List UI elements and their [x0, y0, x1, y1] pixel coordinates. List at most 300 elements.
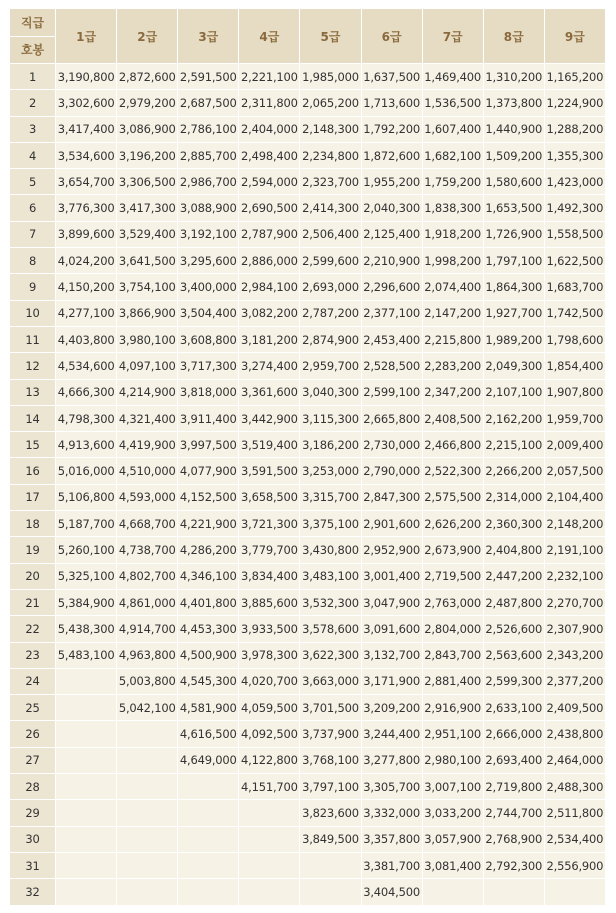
- salary-cell: 2,447,200: [483, 563, 544, 589]
- salary-cell: 2,719,500: [422, 563, 483, 589]
- step-cell: 2: [10, 90, 56, 116]
- salary-cell: 3,088,900: [178, 195, 239, 221]
- salary-cell: 4,151,700: [239, 774, 300, 800]
- salary-cell: 3,849,500: [300, 826, 361, 852]
- salary-cell: 3,797,100: [300, 774, 361, 800]
- salary-cell: 1,742,500: [544, 300, 605, 326]
- salary-cell: 3,086,900: [117, 116, 178, 142]
- salary-cell: 2,599,600: [300, 248, 361, 274]
- salary-cell: 3,721,300: [239, 511, 300, 537]
- step-cell: 3: [10, 116, 56, 142]
- salary-cell: 3,532,300: [300, 589, 361, 615]
- salary-cell: 2,693,000: [300, 274, 361, 300]
- salary-cell: 4,401,800: [178, 589, 239, 615]
- salary-cell: 2,009,400: [544, 432, 605, 458]
- salary-cell: 2,666,000: [483, 721, 544, 747]
- salary-cell: 2,951,100: [422, 721, 483, 747]
- salary-cell: 3,779,700: [239, 537, 300, 563]
- salary-cell: 2,980,100: [422, 747, 483, 773]
- salary-cell: 3,040,300: [300, 379, 361, 405]
- salary-cell: [422, 879, 483, 905]
- salary-cell: 2,693,400: [483, 747, 544, 773]
- salary-cell: [178, 826, 239, 852]
- salary-cell: 4,666,300: [56, 379, 117, 405]
- salary-cell: 2,575,500: [422, 484, 483, 510]
- salary-cell: 2,730,000: [361, 432, 422, 458]
- step-cell: 1: [10, 64, 56, 90]
- table-row: [10, 589, 606, 615]
- salary-cell: 2,594,000: [239, 169, 300, 195]
- salary-cell: 2,792,300: [483, 852, 544, 878]
- salary-cell: 1,224,900: [544, 90, 605, 116]
- step-cell: 32: [10, 879, 56, 905]
- salary-cell: 1,682,100: [422, 142, 483, 168]
- step-cell: 25: [10, 695, 56, 721]
- salary-cell: 1,536,500: [422, 90, 483, 116]
- salary-cell: 2,522,300: [422, 458, 483, 484]
- salary-cell: 4,861,000: [117, 589, 178, 615]
- salary-cell: 2,215,800: [422, 326, 483, 352]
- step-cell: 4: [10, 142, 56, 168]
- salary-cell: 4,150,200: [56, 274, 117, 300]
- corner-header-cell: [10, 9, 56, 64]
- salary-cell: 1,683,700: [544, 274, 605, 300]
- salary-cell: [483, 879, 544, 905]
- table-row: [10, 169, 606, 195]
- salary-cell: 4,346,100: [178, 563, 239, 589]
- salary-cell: 1,798,600: [544, 326, 605, 352]
- salary-cell: 2,690,500: [239, 195, 300, 221]
- step-cell: 21: [10, 589, 56, 615]
- salary-cell: 1,288,200: [544, 116, 605, 142]
- salary-cell: 2,488,300: [544, 774, 605, 800]
- salary-cell: 5,483,100: [56, 642, 117, 668]
- salary-cell: 3,357,800: [361, 826, 422, 852]
- salary-cell: [56, 747, 117, 773]
- salary-cell: 3,737,900: [300, 721, 361, 747]
- table-row: [10, 668, 606, 694]
- salary-cell: [178, 879, 239, 905]
- salary-cell: 3,381,700: [361, 852, 422, 878]
- salary-cell: 3,622,300: [300, 642, 361, 668]
- table-row: [10, 142, 606, 168]
- salary-cell: 2,687,500: [178, 90, 239, 116]
- salary-cell: 4,214,900: [117, 379, 178, 405]
- salary-cell: 5,106,800: [56, 484, 117, 510]
- salary-cell: 2,665,800: [361, 405, 422, 431]
- step-cell: 8: [10, 248, 56, 274]
- salary-cell: 1,607,400: [422, 116, 483, 142]
- salary-cell: 2,107,100: [483, 379, 544, 405]
- step-cell: 9: [10, 274, 56, 300]
- salary-cell: 2,266,200: [483, 458, 544, 484]
- table-row: [10, 432, 606, 458]
- salary-cell: 3,306,500: [117, 169, 178, 195]
- grade-header: 7급: [422, 9, 483, 64]
- salary-cell: 3,504,400: [178, 300, 239, 326]
- salary-cell: 2,464,000: [544, 747, 605, 773]
- step-cell: 10: [10, 300, 56, 326]
- salary-cell: 1,854,400: [544, 353, 605, 379]
- salary-cell: 2,872,600: [117, 64, 178, 90]
- salary-cell: 1,872,600: [361, 142, 422, 168]
- salary-cell: 5,384,900: [56, 589, 117, 615]
- salary-cell: 3,818,000: [178, 379, 239, 405]
- salary-cell: 4,277,100: [56, 300, 117, 326]
- salary-cell: 2,673,900: [422, 537, 483, 563]
- salary-cell: 2,466,800: [422, 432, 483, 458]
- salary-cell: 2,599,300: [483, 668, 544, 694]
- step-cell: 7: [10, 221, 56, 247]
- salary-cell: 4,534,600: [56, 353, 117, 379]
- table-row: [10, 221, 606, 247]
- salary-cell: 1,797,100: [483, 248, 544, 274]
- salary-cell: 2,847,300: [361, 484, 422, 510]
- salary-cell: 3,654,700: [56, 169, 117, 195]
- salary-cell: 3,091,600: [361, 616, 422, 642]
- salary-cell: 2,591,500: [178, 64, 239, 90]
- table-row: [10, 879, 606, 905]
- salary-table: [9, 8, 606, 906]
- salary-cell: 3,305,700: [361, 774, 422, 800]
- salary-cell: 3,911,400: [178, 405, 239, 431]
- salary-cell: 2,057,500: [544, 458, 605, 484]
- step-cell: 23: [10, 642, 56, 668]
- salary-cell: [56, 800, 117, 826]
- salary-cell: 2,296,600: [361, 274, 422, 300]
- salary-cell: 3,209,200: [361, 695, 422, 721]
- salary-cell: 4,668,700: [117, 511, 178, 537]
- salary-cell: 2,232,100: [544, 563, 605, 589]
- table-row: [10, 563, 606, 589]
- salary-cell: [300, 852, 361, 878]
- salary-cell: 2,959,700: [300, 353, 361, 379]
- salary-cell: 1,726,900: [483, 221, 544, 247]
- grade-header: 8급: [483, 9, 544, 64]
- salary-cell: 3,754,100: [117, 274, 178, 300]
- salary-cell: 3,717,300: [178, 353, 239, 379]
- salary-cell: 2,599,100: [361, 379, 422, 405]
- salary-cell: 1,310,200: [483, 64, 544, 90]
- grade-header: 6급: [361, 9, 422, 64]
- salary-cell: 4,649,000: [178, 747, 239, 773]
- table-row: [10, 721, 606, 747]
- table-row: [10, 90, 606, 116]
- salary-cell: 1,637,500: [361, 64, 422, 90]
- salary-cell: 1,927,700: [483, 300, 544, 326]
- table-row: [10, 116, 606, 142]
- salary-cell: 3,899,600: [56, 221, 117, 247]
- salary-cell: 1,580,600: [483, 169, 544, 195]
- salary-cell: 4,593,000: [117, 484, 178, 510]
- salary-cell: 2,343,200: [544, 642, 605, 668]
- table-row: [10, 326, 606, 352]
- salary-cell: 2,534,400: [544, 826, 605, 852]
- salary-cell: [56, 852, 117, 878]
- salary-cell: 1,558,500: [544, 221, 605, 247]
- salary-cell: 4,419,900: [117, 432, 178, 458]
- salary-cell: 5,016,000: [56, 458, 117, 484]
- salary-cell: 1,622,500: [544, 248, 605, 274]
- grade-header: 9급: [544, 9, 605, 64]
- salary-cell: 3,866,900: [117, 300, 178, 326]
- salary-cell: [117, 747, 178, 773]
- salary-cell: 1,955,200: [361, 169, 422, 195]
- table-row: [10, 774, 606, 800]
- salary-cell: 3,361,600: [239, 379, 300, 405]
- salary-cell: [544, 879, 605, 905]
- salary-cell: 1,355,300: [544, 142, 605, 168]
- salary-cell: 3,658,500: [239, 484, 300, 510]
- salary-cell: [56, 721, 117, 747]
- salary-cell: [117, 800, 178, 826]
- salary-cell: [239, 826, 300, 852]
- salary-cell: 2,148,200: [544, 511, 605, 537]
- salary-cell: 2,986,700: [178, 169, 239, 195]
- salary-cell: 3,295,600: [178, 248, 239, 274]
- salary-cell: [56, 668, 117, 694]
- salary-cell: 4,616,500: [178, 721, 239, 747]
- salary-cell: 2,626,200: [422, 511, 483, 537]
- table-row: [10, 800, 606, 826]
- salary-cell: 5,042,100: [117, 695, 178, 721]
- step-cell: 11: [10, 326, 56, 352]
- salary-cell: 3,519,400: [239, 432, 300, 458]
- salary-cell: 4,963,800: [117, 642, 178, 668]
- salary-cell: 2,453,400: [361, 326, 422, 352]
- table-row: [10, 195, 606, 221]
- table-row: [10, 826, 606, 852]
- salary-cell: [117, 852, 178, 878]
- salary-cell: [239, 800, 300, 826]
- table-row: [10, 747, 606, 773]
- step-cell: 30: [10, 826, 56, 852]
- salary-cell: 3,933,500: [239, 616, 300, 642]
- salary-cell: [117, 774, 178, 800]
- salary-cell: 2,984,100: [239, 274, 300, 300]
- salary-cell: [178, 800, 239, 826]
- salary-cell: 2,916,900: [422, 695, 483, 721]
- salary-cell: 3,315,700: [300, 484, 361, 510]
- salary-cell: [117, 721, 178, 747]
- salary-cell: 3,663,000: [300, 668, 361, 694]
- salary-cell: 2,804,000: [422, 616, 483, 642]
- salary-cell: 3,430,800: [300, 537, 361, 563]
- salary-cell: 2,901,600: [361, 511, 422, 537]
- salary-cell: 3,608,800: [178, 326, 239, 352]
- salary-cell: 3,274,400: [239, 353, 300, 379]
- salary-cell: 1,864,300: [483, 274, 544, 300]
- salary-cell: 4,500,900: [178, 642, 239, 668]
- salary-cell: 2,234,800: [300, 142, 361, 168]
- salary-cell: 3,196,200: [117, 142, 178, 168]
- salary-cell: 2,404,000: [239, 116, 300, 142]
- salary-cell: 4,798,300: [56, 405, 117, 431]
- salary-cell: 2,556,900: [544, 852, 605, 878]
- salary-cell: 4,024,200: [56, 248, 117, 274]
- salary-cell: 2,763,000: [422, 589, 483, 615]
- step-cell: 22: [10, 616, 56, 642]
- salary-cell: 4,581,900: [178, 695, 239, 721]
- salary-cell: 1,918,200: [422, 221, 483, 247]
- table-row: [10, 379, 606, 405]
- salary-cell: 2,311,800: [239, 90, 300, 116]
- salary-cell: 4,092,500: [239, 721, 300, 747]
- grade-header: 5급: [300, 9, 361, 64]
- salary-cell: 2,526,600: [483, 616, 544, 642]
- table-row: [10, 458, 606, 484]
- salary-cell: 3,483,100: [300, 563, 361, 589]
- salary-cell: 2,270,700: [544, 589, 605, 615]
- salary-cell: 2,191,100: [544, 537, 605, 563]
- salary-cell: 1,469,400: [422, 64, 483, 90]
- salary-cell: 3,834,400: [239, 563, 300, 589]
- table-row: [10, 616, 606, 642]
- salary-cell: 5,187,700: [56, 511, 117, 537]
- salary-cell: 3,302,600: [56, 90, 117, 116]
- salary-cell: 4,321,400: [117, 405, 178, 431]
- salary-cell: 1,759,200: [422, 169, 483, 195]
- table-row: [10, 484, 606, 510]
- salary-cell: [56, 826, 117, 852]
- salary-cell: 4,510,000: [117, 458, 178, 484]
- salary-cell: 3,332,000: [361, 800, 422, 826]
- salary-cell: 2,786,100: [178, 116, 239, 142]
- salary-cell: 5,260,100: [56, 537, 117, 563]
- table-row: [10, 300, 606, 326]
- salary-cell: 3,181,200: [239, 326, 300, 352]
- salary-cell: 2,528,500: [361, 353, 422, 379]
- salary-cell: 2,886,000: [239, 248, 300, 274]
- salary-cell: 1,998,200: [422, 248, 483, 274]
- salary-cell: 4,286,200: [178, 537, 239, 563]
- grade-header: 4급: [239, 9, 300, 64]
- table-header: [10, 9, 606, 64]
- salary-cell: 1,440,900: [483, 116, 544, 142]
- salary-cell: 4,020,700: [239, 668, 300, 694]
- step-cell: 13: [10, 379, 56, 405]
- salary-cell: 2,377,200: [544, 668, 605, 694]
- table-row: [10, 64, 606, 90]
- salary-cell: 1,792,200: [361, 116, 422, 142]
- salary-cell: 2,049,300: [483, 353, 544, 379]
- salary-cell: 3,132,700: [361, 642, 422, 668]
- salary-cell: 2,790,000: [361, 458, 422, 484]
- grade-header: 1급: [56, 9, 117, 64]
- salary-cell: 4,097,100: [117, 353, 178, 379]
- salary-cell: 3,768,100: [300, 747, 361, 773]
- salary-cell: 2,487,800: [483, 589, 544, 615]
- salary-cell: 3,033,200: [422, 800, 483, 826]
- salary-cell: 3,980,100: [117, 326, 178, 352]
- salary-cell: 2,498,400: [239, 142, 300, 168]
- salary-cell: 3,641,500: [117, 248, 178, 274]
- salary-cell: 3,375,100: [300, 511, 361, 537]
- salary-cell: 2,874,900: [300, 326, 361, 352]
- salary-cell: 4,738,700: [117, 537, 178, 563]
- salary-cell: 2,744,700: [483, 800, 544, 826]
- salary-cell: 3,885,600: [239, 589, 300, 615]
- step-cell: 19: [10, 537, 56, 563]
- salary-cell: 3,400,000: [178, 274, 239, 300]
- salary-cell: 1,492,300: [544, 195, 605, 221]
- salary-cell: 2,377,100: [361, 300, 422, 326]
- salary-cell: [178, 852, 239, 878]
- salary-cell: 4,059,500: [239, 695, 300, 721]
- salary-cell: 5,325,100: [56, 563, 117, 589]
- step-cell: 31: [10, 852, 56, 878]
- table-row: [10, 405, 606, 431]
- salary-cell: 2,360,300: [483, 511, 544, 537]
- salary-cell: 2,147,200: [422, 300, 483, 326]
- step-cell: 15: [10, 432, 56, 458]
- salary-cell: 2,221,100: [239, 64, 300, 90]
- salary-cell: 2,787,900: [239, 221, 300, 247]
- salary-cell: 3,190,800: [56, 64, 117, 90]
- salary-cell: 4,403,800: [56, 326, 117, 352]
- salary-cell: 4,152,500: [178, 484, 239, 510]
- salary-cell: [239, 879, 300, 905]
- salary-cell: 2,881,400: [422, 668, 483, 694]
- salary-cell: 2,409,500: [544, 695, 605, 721]
- salary-cell: 2,215,100: [483, 432, 544, 458]
- salary-cell: 4,545,300: [178, 668, 239, 694]
- salary-cell: 1,713,600: [361, 90, 422, 116]
- step-cell: 16: [10, 458, 56, 484]
- salary-cell: 2,408,500: [422, 405, 483, 431]
- salary-cell: 2,307,900: [544, 616, 605, 642]
- salary-cell: 2,843,700: [422, 642, 483, 668]
- salary-cell: 2,162,200: [483, 405, 544, 431]
- salary-cell: 1,509,200: [483, 142, 544, 168]
- table-row: [10, 248, 606, 274]
- salary-cell: [178, 774, 239, 800]
- salary-cell: 1,959,700: [544, 405, 605, 431]
- table-row: [10, 537, 606, 563]
- salary-cell: 3,186,200: [300, 432, 361, 458]
- table-body: [10, 64, 606, 906]
- salary-cell: 4,914,700: [117, 616, 178, 642]
- salary-cell: 3,578,600: [300, 616, 361, 642]
- salary-cell: 2,563,600: [483, 642, 544, 668]
- salary-cell: 3,277,800: [361, 747, 422, 773]
- salary-cell: 3,192,100: [178, 221, 239, 247]
- salary-cell: 3,171,900: [361, 668, 422, 694]
- salary-cell: 3,047,900: [361, 589, 422, 615]
- table-row: [10, 695, 606, 721]
- table-row: [10, 511, 606, 537]
- salary-cell: 2,511,800: [544, 800, 605, 826]
- step-cell: 6: [10, 195, 56, 221]
- salary-cell: 1,907,800: [544, 379, 605, 405]
- step-cell: 20: [10, 563, 56, 589]
- salary-cell: 2,506,400: [300, 221, 361, 247]
- salary-cell: 3,701,500: [300, 695, 361, 721]
- salary-cell: 4,913,600: [56, 432, 117, 458]
- salary-cell: 2,787,200: [300, 300, 361, 326]
- salary-cell: 3,417,300: [117, 195, 178, 221]
- salary-cell: 2,633,100: [483, 695, 544, 721]
- salary-cell: [300, 879, 361, 905]
- step-cell: 27: [10, 747, 56, 773]
- salary-cell: 1,989,200: [483, 326, 544, 352]
- salary-cell: 2,404,800: [483, 537, 544, 563]
- step-cell: 29: [10, 800, 56, 826]
- salary-cell: 5,003,800: [117, 668, 178, 694]
- salary-cell: 2,065,200: [300, 90, 361, 116]
- salary-cell: 3,007,100: [422, 774, 483, 800]
- step-cell: 17: [10, 484, 56, 510]
